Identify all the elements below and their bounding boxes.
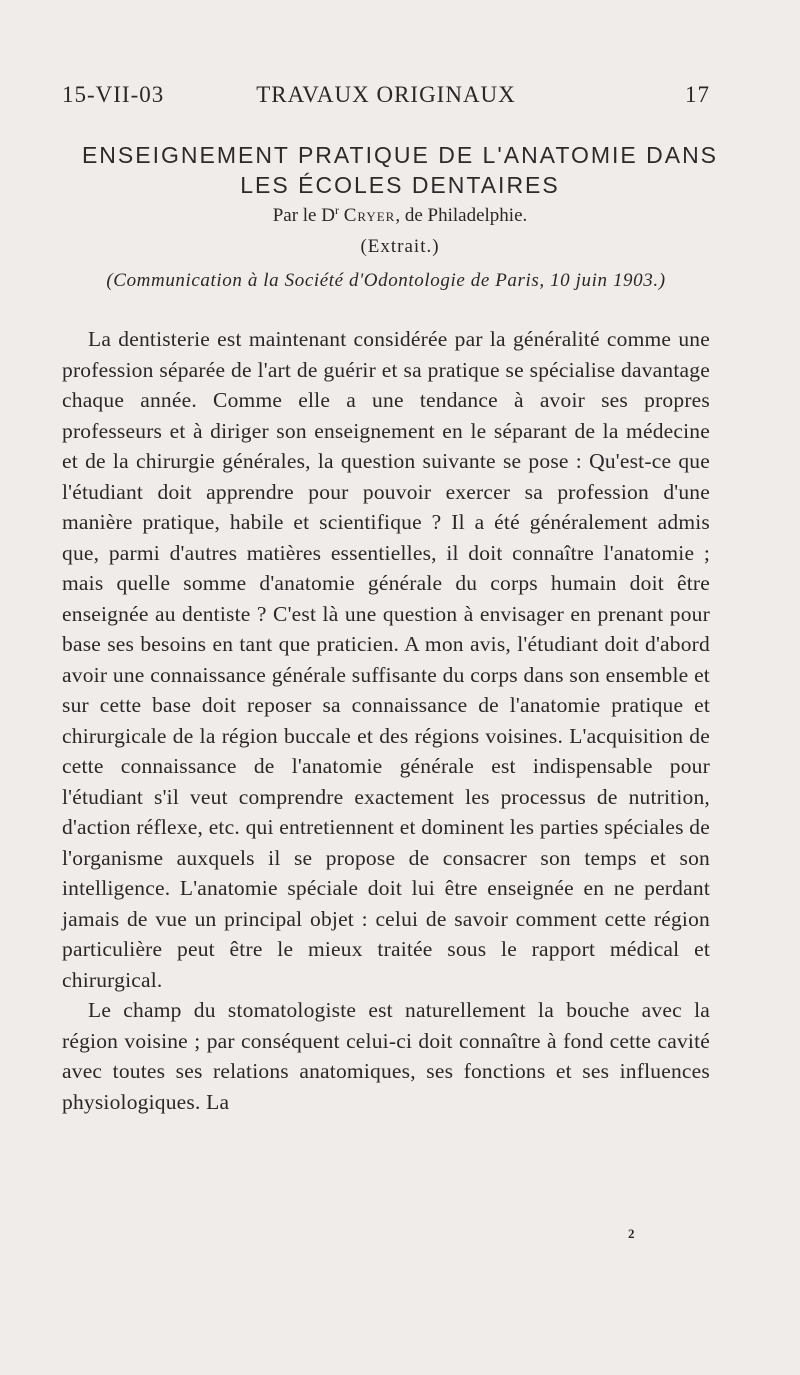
- running-header: [62, 82, 710, 112]
- extract-note: (Extrait.): [360, 236, 440, 257]
- paragraph: Le champ du stomatologiste est naturellement la bouche avec la région voisine ; par conséquent celui-ci doit connaître à fond cette cavité avec toutes ses relations anatomiques, ses fonctions et ses influences physiologiques. La: [62, 998, 710, 1114]
- header-section-title: TRAVAUX ORIGINAUX: [256, 82, 516, 107]
- paragraph: La dentisterie est maintenant considérée par la généralité comme une profession séparée de l'art de guérir et sa pratique se spécialise davantage chaque année. Comme elle a une tendance à avoir ses propres professeurs et à diriger son enseignement en le séparant de la médecine et de la chirurgie générales, la question suivante se pose : Qu'est-ce que l'étudiant doit apprendre pour pouvoir exercer sa profession d'une manière pratique, habile et scientifique ? Il a été généralement admis que, parmi d'autres matières essentielles, il doit connaître l'anatomie ; mais quelle somme d'anatomie générale du corps humain doit être enseignée au dentiste ? C'est là une question à envisager en prenant pour base ses besoins en tant que praticien. A mon avis, l'étudiant doit d'abord avoir une connaissance générale suffisante du corps dans son ensemble et sur cette base doit reposer sa connaissance de l'anatomie pratique et chirurgicale de la région buccale et des régions voisines. L'acquisition de cette connaissance de l'anatomie générale est indispensable pour l'étudiant s'il veut comprendre exactement les processus de nutrition, d'action réflexe, etc. qui entretiennent et dominent les parties spéciales de l'organisme auxquels il se propose de consacrer son temps et son intelligence. L'anatomie spéciale doit lui être enseignée en ne perdant jamais de vue un principal objet : celui de savoir comment cette région particulière peut être le mieux traitée sous le rapport médical et chirurgical.: [62, 327, 710, 992]
- article-body: [62, 324, 710, 1117]
- byline-suffix: , de Philadelphie.: [395, 205, 528, 226]
- communication-note: (Communication à la Société d'Odontologie de Paris, 10 juin 1903.): [106, 270, 666, 291]
- article-title-line-1: ENSEIGNEMENT PRATIQUE DE L'ANATOMIE DANS: [81, 142, 719, 168]
- article-title-line-2: LES ÉCOLES DENTAIRES: [240, 172, 560, 198]
- byline-prefix: Par le D: [272, 205, 335, 226]
- author-name: Cryer: [343, 205, 396, 226]
- byline-superscript: r: [334, 203, 339, 217]
- signature-mark: 2: [628, 1226, 635, 1241]
- header-date: 15-VII-03: [62, 82, 165, 107]
- page-number: 17: [685, 82, 710, 107]
- byline: [40, 203, 760, 227]
